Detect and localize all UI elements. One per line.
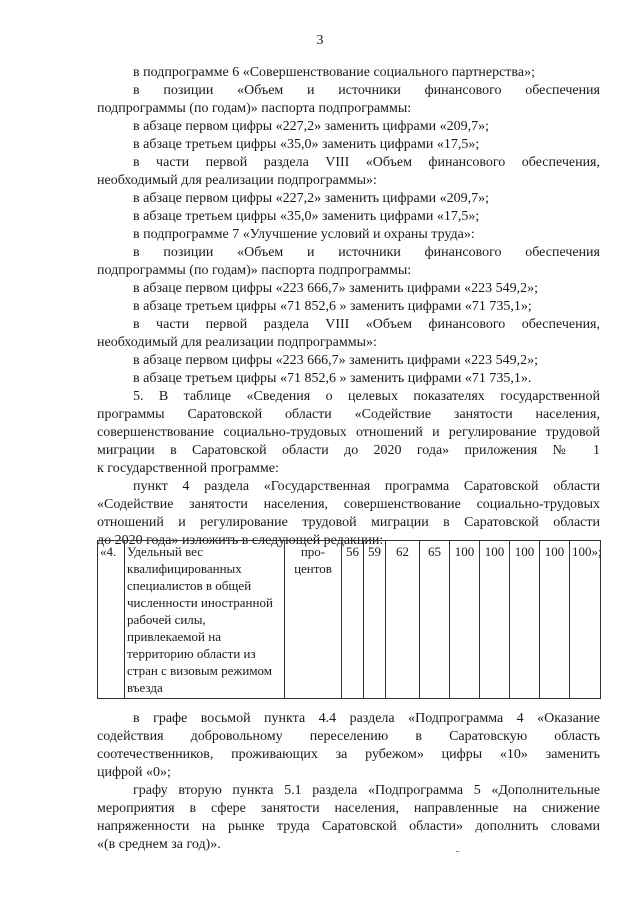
value-cell: 100 <box>540 541 570 699</box>
text-line: миграции в Саратовской области до 2020 года» приложения № 1 <box>97 443 600 458</box>
text-line: в подпрограмме 7 «Улучшение условий и охраны труда»: <box>133 227 475 242</box>
value-cell: 100 <box>450 541 480 699</box>
indicator-table <box>97 540 601 699</box>
text-line: подпрограммы (по годам)» паспорта подпрограммы: <box>97 101 412 116</box>
text-line: программы Саратовской области «Содействие занятости населения, <box>97 407 600 422</box>
text-line: в позиции «Объем и источники финансового обеспечения <box>133 245 600 260</box>
text-line: в позиции «Объем и источники финансового обеспечения <box>133 83 600 98</box>
text-line: в части первой раздела VIII «Объем финансового обеспечения, <box>133 155 600 170</box>
text-line: подпрограммы (по годам)» паспорта подпрограммы: <box>97 263 412 278</box>
value-cell: 59 <box>364 541 386 699</box>
value-cell: 100 <box>480 541 510 699</box>
scan-mark <box>456 851 459 852</box>
value-cell: 62 <box>386 541 420 699</box>
text-line: необходимый для реализации подпрограммы»: <box>97 173 377 188</box>
text-line: мероприятия в сфере занятости населения, направленные на снижение <box>97 801 600 816</box>
text-line: «Содействие занятости населения, совершенствование социально-трудовых <box>97 497 600 512</box>
text-line: «(в среднем за год)». <box>97 837 221 852</box>
text-line: к государственной программе: <box>97 461 279 476</box>
text-line: в абзаце первом цифры «223 666,7» заменить цифрами «223 549,2»; <box>133 281 538 296</box>
text-line: 5. В таблице «Сведения о целевых показателях государственной <box>133 389 600 404</box>
text-line: в абзаце третьем цифры «35,0» заменить цифрами «17,5»; <box>133 137 480 152</box>
text-line: в абзаце первом цифры «227,2» заменить цифрами «209,7»; <box>133 191 489 206</box>
text-line: соотечественников, проживающих за рубежом» цифры «10» заменить <box>97 747 600 762</box>
text-line: в абзаце третьем цифры «71 852,6 » заменить цифрами «71 735,1»; <box>133 299 532 314</box>
text-line: отношений и регулирование трудовой миграции в Саратовской области <box>97 515 600 530</box>
text-line: цифрой «0»; <box>97 765 171 780</box>
text-line: необходимый для реализации подпрограммы»: <box>97 335 377 350</box>
value-cell: 56 <box>342 541 364 699</box>
value-cell: 100 <box>510 541 540 699</box>
text-line: в абзаце третьем цифры «35,0» заменить цифрами «17,5»; <box>133 209 480 224</box>
text-line: в абзаце первом цифры «227,2» заменить цифрами «209,7»; <box>133 119 489 134</box>
item-number-cell: «4. <box>98 541 125 699</box>
text-line: в части первой раздела VIII «Объем финансового обеспечения, <box>133 317 600 332</box>
table-row <box>98 541 601 699</box>
text-line: пункт 4 раздела «Государственная программа Саратовской области <box>133 479 600 494</box>
text-line: содействия добровольному переселению в Саратовскую область <box>97 729 600 744</box>
text-line: в абзаце первом цифры «223 666,7» заменить цифрами «223 549,2»; <box>133 353 538 368</box>
value-cell: 65 <box>420 541 450 699</box>
text-line: до 2020 года» изложить в следующей редакции: <box>97 533 384 548</box>
text-line: совершенствование социально-трудовых отношений и регулирование трудовой <box>97 425 600 440</box>
value-cell: 100»; <box>570 541 601 699</box>
unit-cell: про-центов <box>285 541 342 699</box>
text-line: напряженности на рынке труда Саратовской области» дополнить словами <box>97 819 600 834</box>
text-line: в графе восьмой пункта 4.4 раздела «Подпрограмма 4 «Оказание <box>133 711 600 726</box>
text-line: графу вторую пункта 5.1 раздела «Подпрограмма 5 «Дополнительные <box>133 783 600 798</box>
page-number: 3 <box>316 33 324 48</box>
text-line: в подпрограмме 6 «Совершенствование социального партнерства»; <box>133 65 535 80</box>
text-line: в абзаце третьем цифры «71 852,6 » заменить цифрами «71 735,1». <box>133 371 532 386</box>
indicator-name-cell: Удельный вес квалифицированных специалистов в общей численности иностранной рабочей силы, привлекаемой на территорию области из стран с визовым режимом въезда <box>125 541 285 699</box>
